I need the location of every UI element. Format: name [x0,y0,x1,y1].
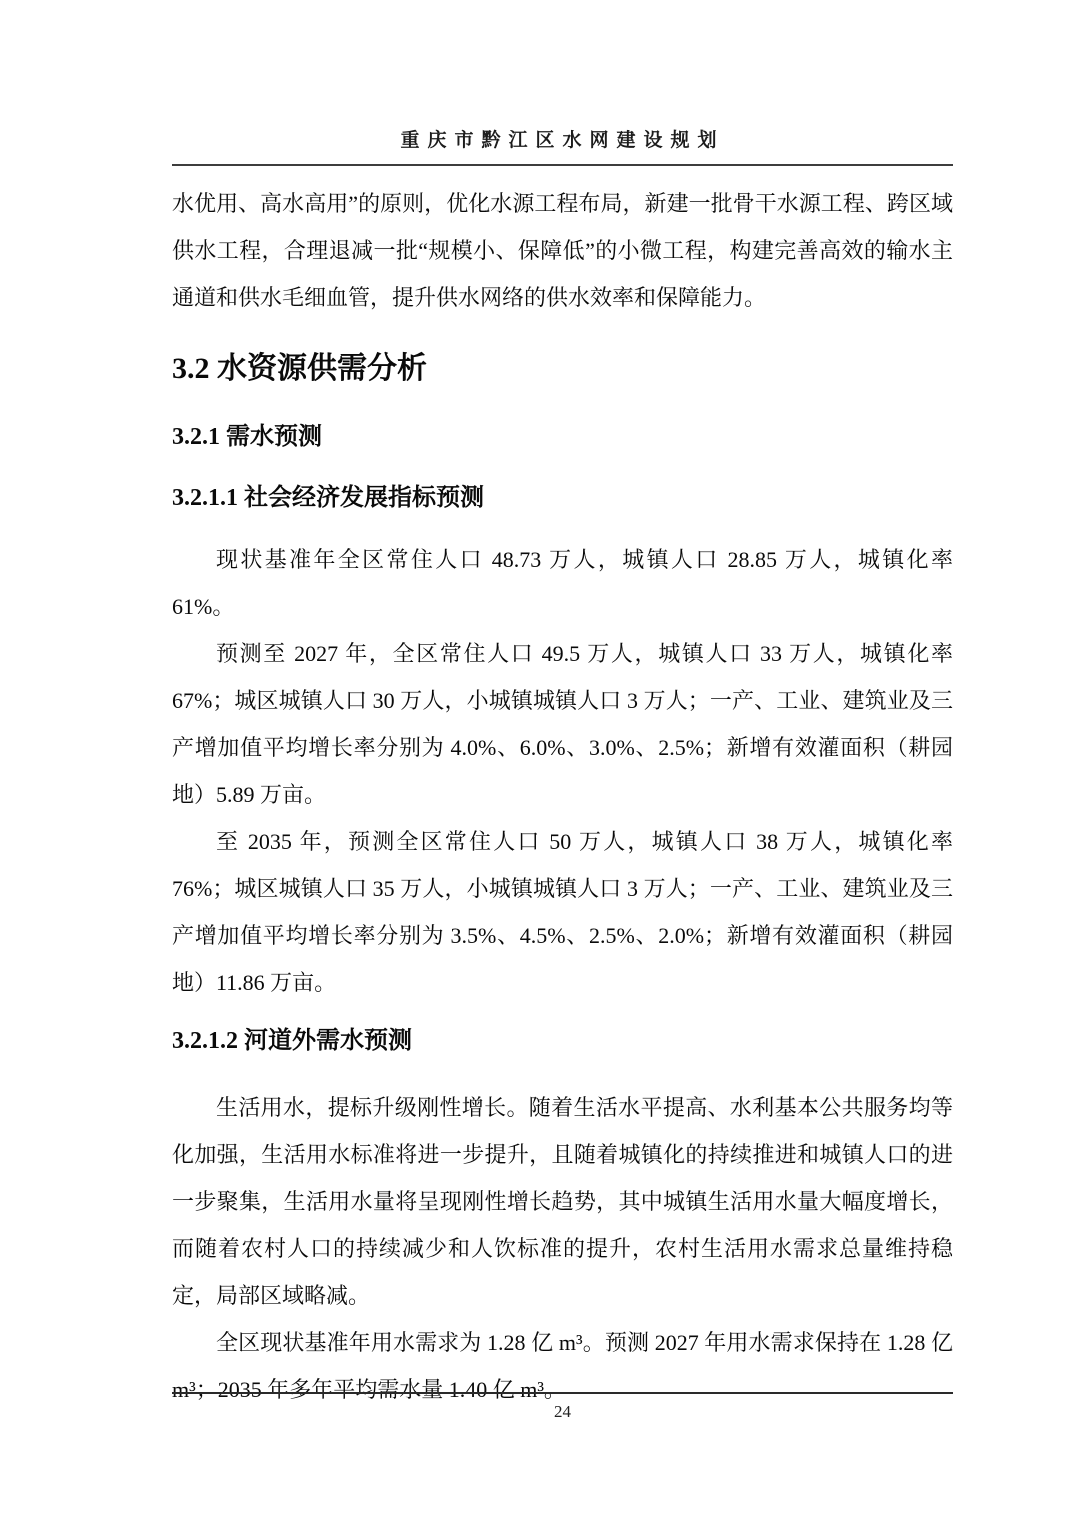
section-heading-3-2-1-2: 3.2.1.2 河道外需水预测 [172,1028,412,1054]
section-heading-3-2: 3.2 水资源供需分析 [172,352,427,385]
footer-divider [172,1392,953,1394]
paragraph-continuation: 水优用、高水高用”的原则，优化水源工程布局，新建一批骨干水源工程、跨区域供水工程，合理退减一批“规模小、保障低”的小微工程，构建完善高效的输水主通道和供水毛细血管，提升供水网络的供水效率和保障能力。 [172,191,953,310]
document-body [172,166,953,1413]
paragraph-forecast-2027: 预测至 2027 年，全区常住人口 49.5 万人，城镇人口 33 万人，城镇化率 67%；城区城镇人口 30 万人，小城镇城镇人口 3 万人；一产、工业、建筑业及三产增加值平均增长率分别为 4.0%、6.0%、3.0%、2.5%；新增有效灌面积（耕园地）5.89 万亩。 [172,641,953,807]
paragraph-domestic-water: 生活用水，提标升级刚性增长。随着生活水平提高、水利基本公共服务均等化加强，生活用水标准将进一步提升，且随着城镇化的持续推进和城镇人口的进一步聚集，生活用水量将呈现刚性增长趋势，其中城镇生活用水量大幅度增长，而随着农村人口的持续减少和人饮标准的提升，农村生活用水需求总量维持稳定，局部区域略减。 [172,1095,953,1308]
paragraph-water-demand-totals: 全区现状基准年用水需求为 1.28 亿 m³。预测 2027 年用水需求保持在 1.28 亿 m³；2035 年多年平均需水量 1.40 亿 m³。 [172,1330,953,1402]
running-header [172,128,953,154]
section-heading-3-2-1-1: 3.2.1.1 社会经济发展指标预测 [172,485,484,511]
paragraph-current-population: 现状基准年全区常住人口 48.73 万人，城镇人口 28.85 万人，城镇化率 61%。 [172,547,953,619]
page-number: 24 [554,1402,571,1421]
paragraph-forecast-2035: 至 2035 年，预测全区常住人口 50 万人，城镇人口 38 万人，城镇化率 76%；城区城镇人口 35 万人，小城镇城镇人口 3 万人；一产、工业、建筑业及三产增加值平均增长率分别为 3.5%、4.5%、2.5%、2.0%；新增有效灌面积（耕园地）11.86 万亩。 [172,829,953,995]
section-heading-3-2-1: 3.2.1 需水预测 [172,424,322,450]
document-title: 重庆市黔江区水网建设规划 [400,130,725,151]
